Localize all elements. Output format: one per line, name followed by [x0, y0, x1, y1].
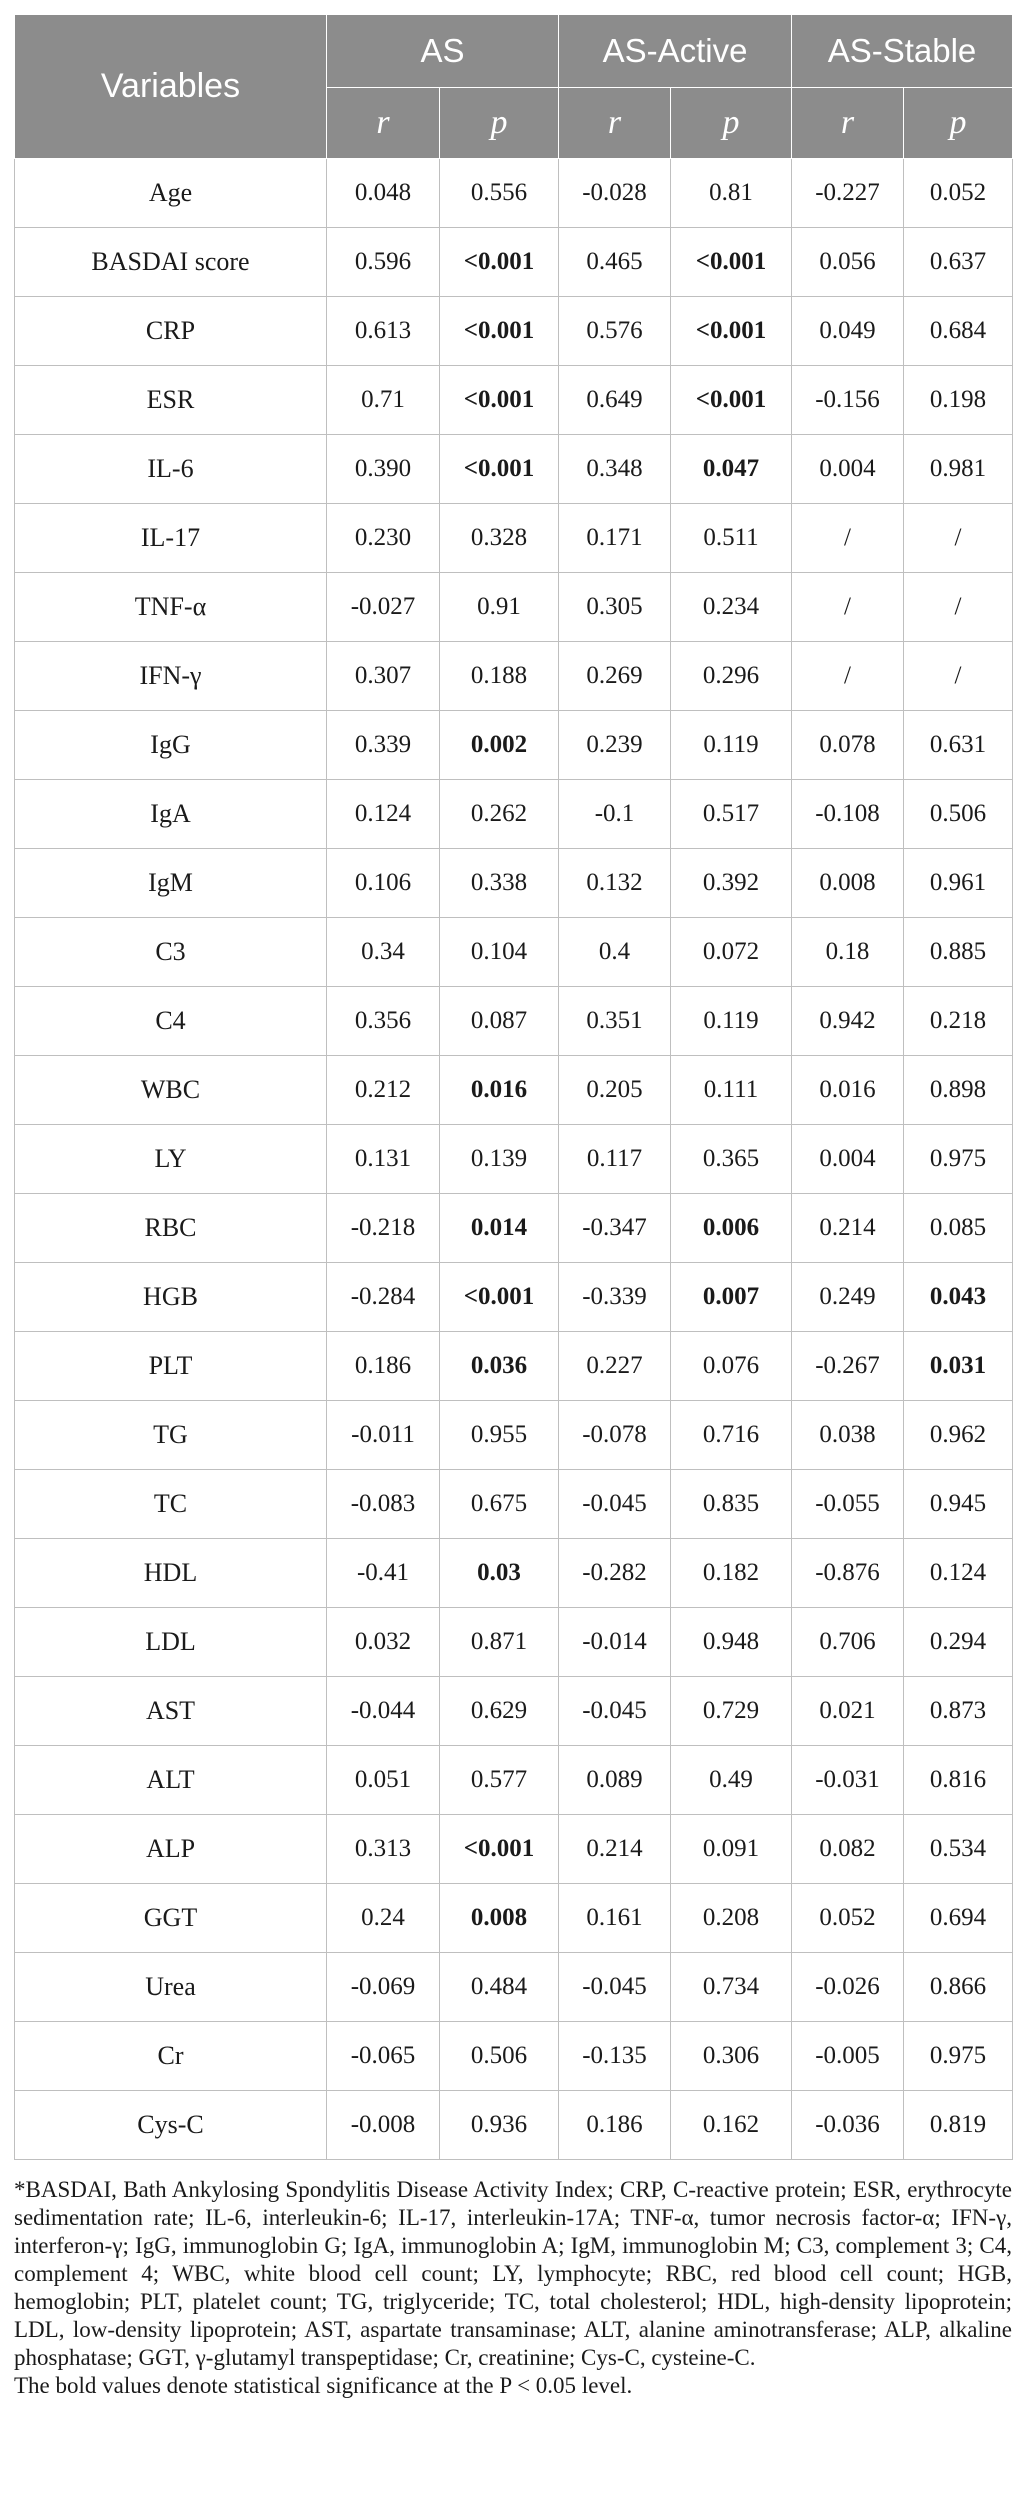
as-active-p-cell: 0.119 [671, 711, 792, 780]
as-active-p-cell: 0.365 [671, 1125, 792, 1194]
as-p-cell: 0.036 [440, 1332, 559, 1401]
as-r-cell: 0.230 [327, 504, 440, 573]
as-active-p-cell: 0.007 [671, 1263, 792, 1332]
as-active-p-cell: <0.001 [671, 366, 792, 435]
table-row [15, 918, 1013, 987]
variable-cell: TG [15, 1401, 327, 1470]
as-active-r-cell: -0.339 [559, 1263, 671, 1332]
as-active-r-cell: 0.186 [559, 2091, 671, 2160]
variable-cell: IL-17 [15, 504, 327, 573]
as-r-cell: -0.011 [327, 1401, 440, 1470]
variable-cell: BASDAI score [15, 228, 327, 297]
as-p-cell: 0.188 [440, 642, 559, 711]
as-stable-p-cell: 0.534 [904, 1815, 1013, 1884]
as-p-cell: 0.008 [440, 1884, 559, 1953]
as-active-r-cell: -0.045 [559, 1677, 671, 1746]
as-stable-r-cell: 0.249 [792, 1263, 904, 1332]
as-r-cell: 0.390 [327, 435, 440, 504]
as-r-cell: 0.051 [327, 1746, 440, 1815]
table-row [15, 1539, 1013, 1608]
as-stable-r-cell: 0.038 [792, 1401, 904, 1470]
group-header-as: AS [327, 15, 559, 88]
as-stable-p-cell: 0.975 [904, 1125, 1013, 1194]
as-active-p-cell: 0.047 [671, 435, 792, 504]
as-r-cell: 0.356 [327, 987, 440, 1056]
variables-header: Variables [15, 15, 327, 159]
as-active-r-cell: 0.171 [559, 504, 671, 573]
table-row [15, 1332, 1013, 1401]
table-row [15, 780, 1013, 849]
as-r-cell: 0.307 [327, 642, 440, 711]
as-p-cell: 0.03 [440, 1539, 559, 1608]
as-r-cell: -0.284 [327, 1263, 440, 1332]
correlation-table-container [14, 14, 1012, 2400]
as-p-cell: <0.001 [440, 366, 559, 435]
as-stable-r-cell: 0.056 [792, 228, 904, 297]
as-stable-p-cell: 0.898 [904, 1056, 1013, 1125]
as-stable-r-cell: -0.031 [792, 1746, 904, 1815]
as-stable-r-cell: 0.18 [792, 918, 904, 987]
as-r-cell: 0.048 [327, 159, 440, 228]
as-stable-p-cell: 0.873 [904, 1677, 1013, 1746]
as-stable-p-cell: 0.975 [904, 2022, 1013, 2091]
as-stable-r-cell: / [792, 642, 904, 711]
as-r-header: r [327, 88, 440, 159]
as-active-r-cell: -0.045 [559, 1470, 671, 1539]
variable-cell: IgG [15, 711, 327, 780]
significance-note: The bold values denote statistical significance at the P < 0.05 level. [14, 2373, 633, 2398]
variable-cell: ESR [15, 366, 327, 435]
table-row [15, 1884, 1013, 1953]
as-active-r-cell: -0.347 [559, 1194, 671, 1263]
as-active-r-cell: 0.4 [559, 918, 671, 987]
as-p-cell: 0.506 [440, 2022, 559, 2091]
as-active-r-cell: -0.282 [559, 1539, 671, 1608]
as-stable-r-cell: 0.078 [792, 711, 904, 780]
as-stable-r-cell: 0.052 [792, 1884, 904, 1953]
as-stable-r-cell: 0.008 [792, 849, 904, 918]
as-stable-r-cell: 0.082 [792, 1815, 904, 1884]
variable-cell: ALP [15, 1815, 327, 1884]
variable-cell: Cr [15, 2022, 327, 2091]
as-p-cell: 0.087 [440, 987, 559, 1056]
as-p-cell: <0.001 [440, 1815, 559, 1884]
table-row [15, 1953, 1013, 2022]
as-active-r-cell: 0.161 [559, 1884, 671, 1953]
as-active-r-cell: 0.649 [559, 366, 671, 435]
as-stable-r-cell: / [792, 573, 904, 642]
as-active-p-cell: 0.392 [671, 849, 792, 918]
as-stable-p-cell: / [904, 573, 1013, 642]
as-r-cell: 0.124 [327, 780, 440, 849]
as-r-cell: 0.313 [327, 1815, 440, 1884]
as-stable-r-cell: -0.267 [792, 1332, 904, 1401]
variable-cell: PLT [15, 1332, 327, 1401]
as-active-p-cell: 0.729 [671, 1677, 792, 1746]
table-row [15, 1815, 1013, 1884]
as-stable-p-header: p [904, 88, 1013, 159]
variable-cell: Age [15, 159, 327, 228]
as-r-cell: -0.044 [327, 1677, 440, 1746]
as-p-cell: 0.936 [440, 2091, 559, 2160]
as-r-cell: 0.106 [327, 849, 440, 918]
as-stable-p-cell: 0.945 [904, 1470, 1013, 1539]
as-stable-p-cell: 0.052 [904, 159, 1013, 228]
as-active-p-cell: 0.517 [671, 780, 792, 849]
as-r-cell: 0.24 [327, 1884, 440, 1953]
as-stable-r-cell: 0.706 [792, 1608, 904, 1677]
as-p-cell: <0.001 [440, 435, 559, 504]
as-active-r-cell: 0.348 [559, 435, 671, 504]
as-active-p-cell: 0.306 [671, 2022, 792, 2091]
as-stable-p-cell: 0.294 [904, 1608, 1013, 1677]
as-stable-p-cell: 0.819 [904, 2091, 1013, 2160]
table-row [15, 1056, 1013, 1125]
as-stable-p-cell: 0.866 [904, 1953, 1013, 2022]
as-stable-r-cell: 0.214 [792, 1194, 904, 1263]
as-stable-p-cell: 0.631 [904, 711, 1013, 780]
variable-cell: RBC [15, 1194, 327, 1263]
as-p-cell: <0.001 [440, 297, 559, 366]
variable-cell: IgM [15, 849, 327, 918]
as-r-cell: -0.218 [327, 1194, 440, 1263]
as-r-cell: 0.34 [327, 918, 440, 987]
as-r-cell: 0.131 [327, 1125, 440, 1194]
as-active-p-cell: 0.111 [671, 1056, 792, 1125]
as-r-cell: 0.186 [327, 1332, 440, 1401]
as-stable-p-cell: 0.198 [904, 366, 1013, 435]
table-row [15, 2022, 1013, 2091]
as-p-cell: 0.556 [440, 159, 559, 228]
as-active-r-cell: 0.351 [559, 987, 671, 1056]
as-stable-r-cell: 0.004 [792, 435, 904, 504]
as-stable-r-cell: 0.021 [792, 1677, 904, 1746]
as-stable-p-cell: 0.981 [904, 435, 1013, 504]
as-active-r-cell: 0.214 [559, 1815, 671, 1884]
variable-cell: C4 [15, 987, 327, 1056]
as-p-header: p [440, 88, 559, 159]
as-stable-p-cell: 0.637 [904, 228, 1013, 297]
as-stable-r-cell: 0.004 [792, 1125, 904, 1194]
as-active-p-cell: 0.81 [671, 159, 792, 228]
as-r-cell: -0.027 [327, 573, 440, 642]
as-p-cell: 0.002 [440, 711, 559, 780]
as-r-cell: -0.41 [327, 1539, 440, 1608]
as-stable-p-cell: 0.961 [904, 849, 1013, 918]
as-stable-r-cell: 0.016 [792, 1056, 904, 1125]
as-active-r-cell: 0.227 [559, 1332, 671, 1401]
as-r-cell: 0.339 [327, 711, 440, 780]
as-p-cell: 0.955 [440, 1401, 559, 1470]
as-r-cell: -0.083 [327, 1470, 440, 1539]
as-p-cell: 0.91 [440, 573, 559, 642]
as-active-p-cell: 0.072 [671, 918, 792, 987]
variable-cell: IL-6 [15, 435, 327, 504]
as-p-cell: <0.001 [440, 1263, 559, 1332]
as-stable-p-cell: 0.124 [904, 1539, 1013, 1608]
variable-cell: Urea [15, 1953, 327, 2022]
as-p-cell: <0.001 [440, 228, 559, 297]
table-row [15, 366, 1013, 435]
as-stable-r-cell: -0.876 [792, 1539, 904, 1608]
as-active-p-cell: 0.716 [671, 1401, 792, 1470]
as-active-r-header: r [559, 88, 671, 159]
as-p-cell: 0.871 [440, 1608, 559, 1677]
as-active-r-cell: 0.269 [559, 642, 671, 711]
as-active-p-cell: 0.208 [671, 1884, 792, 1953]
as-p-cell: 0.014 [440, 1194, 559, 1263]
table-row [15, 642, 1013, 711]
as-active-r-cell: -0.028 [559, 159, 671, 228]
as-stable-r-cell: -0.108 [792, 780, 904, 849]
as-active-r-cell: -0.135 [559, 2022, 671, 2091]
as-active-p-cell: 0.006 [671, 1194, 792, 1263]
as-active-p-cell: 0.948 [671, 1608, 792, 1677]
variable-cell: GGT [15, 1884, 327, 1953]
as-active-p-header: p [671, 88, 792, 159]
table-body [15, 159, 1013, 2160]
as-active-r-cell: 0.239 [559, 711, 671, 780]
table-header [15, 15, 1013, 159]
variable-cell: ALT [15, 1746, 327, 1815]
variable-cell: Cys-C [15, 2091, 327, 2160]
table-row [15, 1263, 1013, 1332]
as-stable-p-cell: / [904, 504, 1013, 573]
as-p-cell: 0.104 [440, 918, 559, 987]
as-r-cell: -0.065 [327, 2022, 440, 2091]
table-row [15, 435, 1013, 504]
as-stable-r-cell: / [792, 504, 904, 573]
as-active-p-cell: 0.835 [671, 1470, 792, 1539]
table-row [15, 2091, 1013, 2160]
as-stable-p-cell: 0.694 [904, 1884, 1013, 1953]
as-active-p-cell: 0.091 [671, 1815, 792, 1884]
as-stable-p-cell: 0.218 [904, 987, 1013, 1056]
abbreviations-note: *BASDAI, Bath Ankylosing Spondylitis Disease Activity Index; CRP, C-reactive protein; ESR, erythrocyte sedimentation rate; IL-6, interleukin-6; IL-17, interleukin-17A; TNF-α, tumor necrosis factor-α; IFN-γ, interferon-γ; IgG, immunoglobin G; IgA, immunoglobin A; IgM, immunoglobin M; C3, complement 3; C4, complement 4; WBC, white blood cell count; LY, lymphocyte; RBC, red blood cell count; HGB, hemoglobin; PLT, platelet count; TG, triglyceride; TC, total cholesterol; HDL, high-density lipoprotein; LDL, low-density lipoprotein; AST, aspartate transaminase; ALT, alanine aminotransferase; ALP, alkaline phosphatase; GGT, γ-glutamyl transpeptidase; Cr, creatinine; Cys-C, cysteine-C. [14, 2177, 1012, 2370]
as-r-cell: -0.008 [327, 2091, 440, 2160]
as-stable-r-cell: -0.026 [792, 1953, 904, 2022]
as-active-p-cell: <0.001 [671, 228, 792, 297]
variable-cell: CRP [15, 297, 327, 366]
as-active-p-cell: 0.511 [671, 504, 792, 573]
table-footnotes [14, 2176, 1012, 2400]
as-stable-r-cell: -0.036 [792, 2091, 904, 2160]
table-row [15, 1125, 1013, 1194]
variable-cell: HGB [15, 1263, 327, 1332]
as-stable-p-cell: / [904, 642, 1013, 711]
table-row [15, 1608, 1013, 1677]
as-active-p-cell: 0.182 [671, 1539, 792, 1608]
as-stable-r-cell: -0.055 [792, 1470, 904, 1539]
as-stable-p-cell: 0.684 [904, 297, 1013, 366]
table-row [15, 987, 1013, 1056]
table-row [15, 228, 1013, 297]
as-r-cell: -0.069 [327, 1953, 440, 2022]
as-p-cell: 0.139 [440, 1125, 559, 1194]
table-row [15, 297, 1013, 366]
as-stable-p-cell: 0.085 [904, 1194, 1013, 1263]
as-active-p-cell: 0.076 [671, 1332, 792, 1401]
variable-cell: IgA [15, 780, 327, 849]
as-stable-r-cell: -0.156 [792, 366, 904, 435]
as-p-cell: 0.016 [440, 1056, 559, 1125]
group-header-as-stable: AS-Stable [792, 15, 1013, 88]
as-stable-p-cell: 0.962 [904, 1401, 1013, 1470]
as-active-r-cell: -0.045 [559, 1953, 671, 2022]
as-r-cell: 0.596 [327, 228, 440, 297]
table-row [15, 1746, 1013, 1815]
as-p-cell: 0.675 [440, 1470, 559, 1539]
as-stable-p-cell: 0.043 [904, 1263, 1013, 1332]
variable-cell: TC [15, 1470, 327, 1539]
as-active-p-cell: 0.234 [671, 573, 792, 642]
as-stable-p-cell: 0.506 [904, 780, 1013, 849]
variable-cell: IFN-γ [15, 642, 327, 711]
as-r-cell: 0.613 [327, 297, 440, 366]
as-active-p-cell: 0.734 [671, 1953, 792, 2022]
variable-cell: HDL [15, 1539, 327, 1608]
variable-cell: AST [15, 1677, 327, 1746]
as-active-p-cell: 0.49 [671, 1746, 792, 1815]
as-r-cell: 0.032 [327, 1608, 440, 1677]
variable-cell: C3 [15, 918, 327, 987]
as-stable-r-cell: -0.005 [792, 2022, 904, 2091]
as-active-r-cell: -0.078 [559, 1401, 671, 1470]
as-active-p-cell: <0.001 [671, 297, 792, 366]
as-stable-r-cell: 0.049 [792, 297, 904, 366]
table-row [15, 1194, 1013, 1263]
as-stable-p-cell: 0.031 [904, 1332, 1013, 1401]
as-p-cell: 0.328 [440, 504, 559, 573]
group-header-as-active: AS-Active [559, 15, 792, 88]
as-active-p-cell: 0.119 [671, 987, 792, 1056]
as-active-r-cell: 0.576 [559, 297, 671, 366]
as-r-cell: 0.71 [327, 366, 440, 435]
as-p-cell: 0.484 [440, 1953, 559, 2022]
as-active-r-cell: 0.205 [559, 1056, 671, 1125]
as-active-p-cell: 0.296 [671, 642, 792, 711]
as-active-r-cell: -0.1 [559, 780, 671, 849]
as-r-cell: 0.212 [327, 1056, 440, 1125]
table-row [15, 1401, 1013, 1470]
table-row [15, 711, 1013, 780]
variable-cell: LDL [15, 1608, 327, 1677]
as-stable-r-cell: -0.227 [792, 159, 904, 228]
as-active-r-cell: -0.014 [559, 1608, 671, 1677]
as-active-r-cell: 0.117 [559, 1125, 671, 1194]
as-active-r-cell: 0.465 [559, 228, 671, 297]
table-row [15, 159, 1013, 228]
as-stable-r-cell: 0.942 [792, 987, 904, 1056]
variable-cell: WBC [15, 1056, 327, 1125]
table-row [15, 504, 1013, 573]
table-row [15, 1677, 1013, 1746]
as-p-cell: 0.262 [440, 780, 559, 849]
as-stable-r-header: r [792, 88, 904, 159]
correlation-table [14, 14, 1013, 2160]
as-active-r-cell: 0.305 [559, 573, 671, 642]
as-p-cell: 0.338 [440, 849, 559, 918]
table-row [15, 573, 1013, 642]
as-active-r-cell: 0.132 [559, 849, 671, 918]
as-stable-p-cell: 0.885 [904, 918, 1013, 987]
table-row [15, 1470, 1013, 1539]
as-stable-p-cell: 0.816 [904, 1746, 1013, 1815]
as-p-cell: 0.629 [440, 1677, 559, 1746]
variable-cell: TNF-α [15, 573, 327, 642]
as-p-cell: 0.577 [440, 1746, 559, 1815]
as-active-p-cell: 0.162 [671, 2091, 792, 2160]
table-row [15, 849, 1013, 918]
variable-cell: LY [15, 1125, 327, 1194]
as-active-r-cell: 0.089 [559, 1746, 671, 1815]
